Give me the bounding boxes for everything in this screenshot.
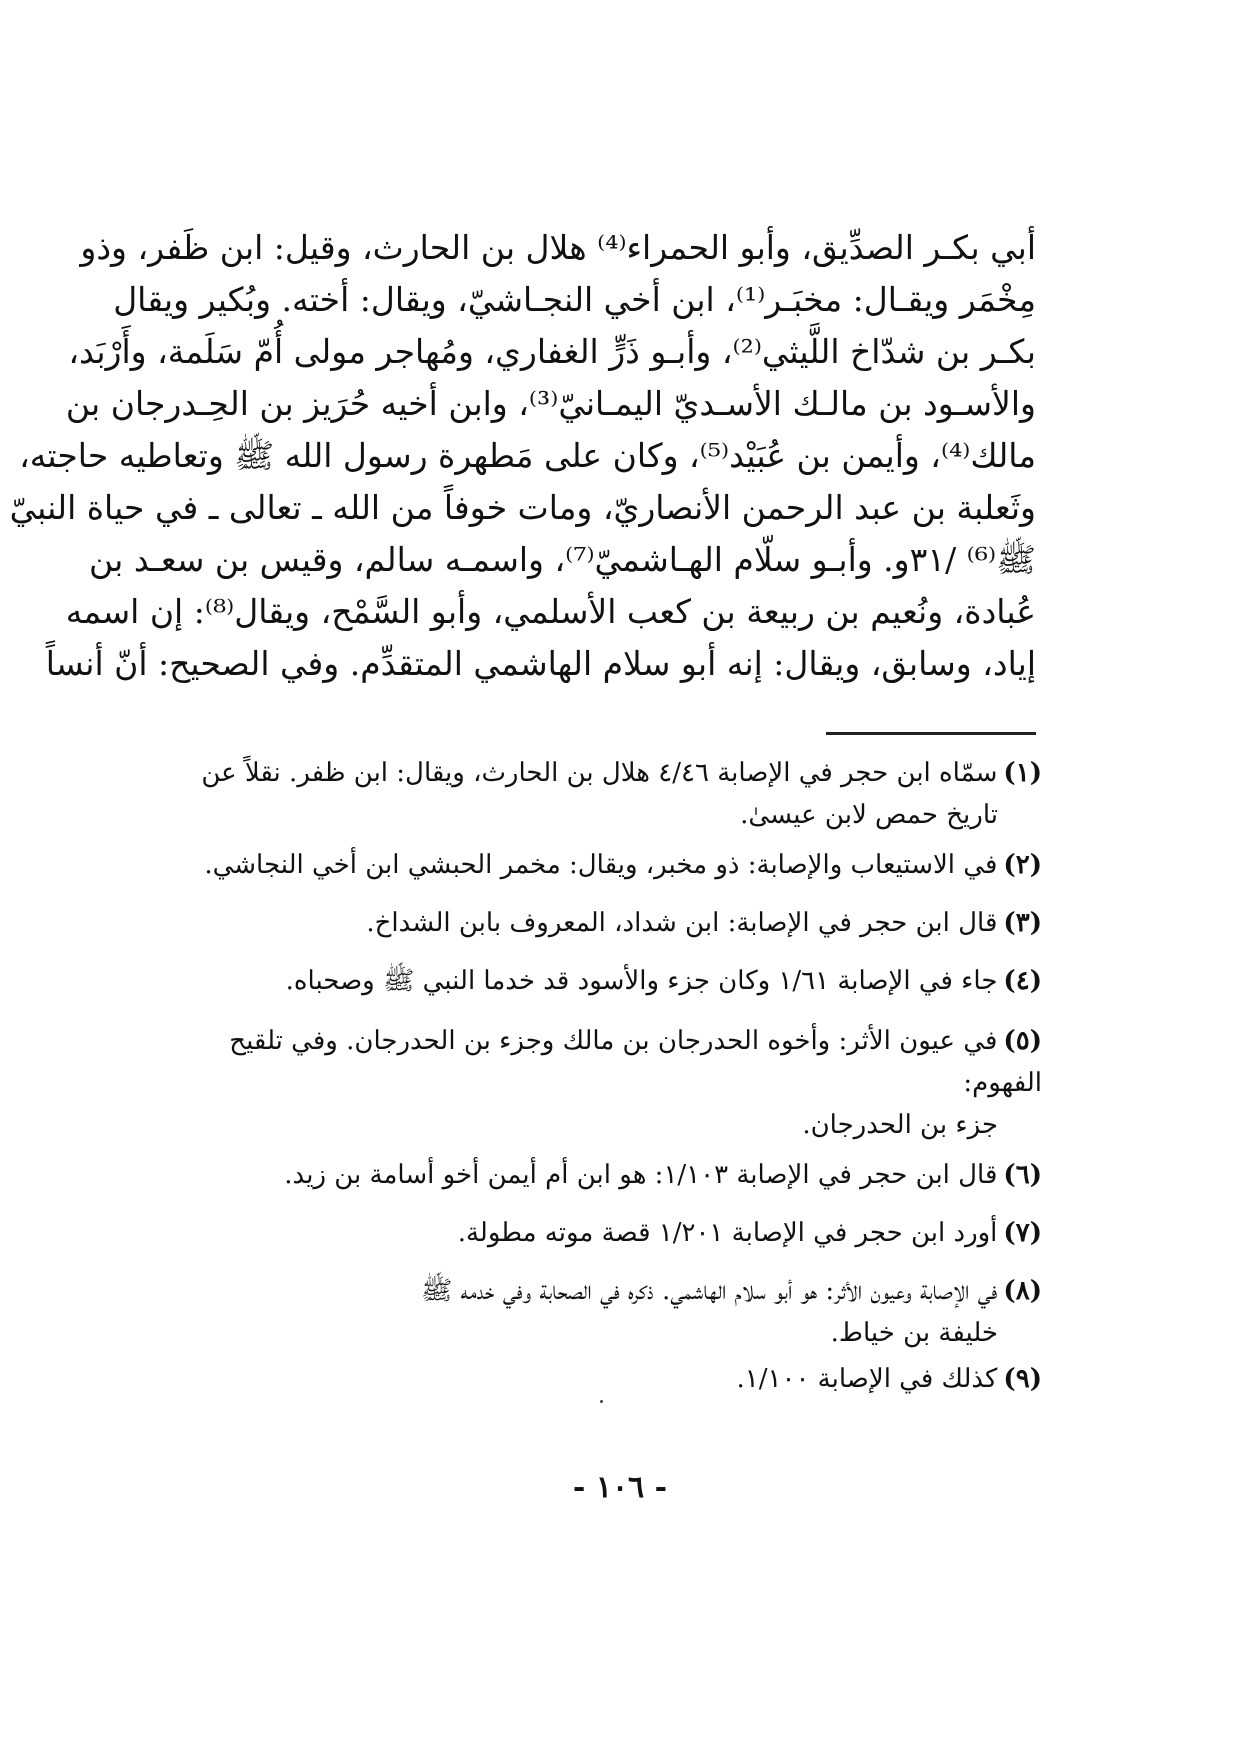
main-text-line: إياد، وسابق، ويقال: إنه أبو سلام الهاشمي المتقدِّم. وفي الصحيح: أنّ أنساً (45, 644, 1036, 683)
footnote-number: (٦) (1003, 1160, 1042, 1190)
footnote-number: (٨) (1003, 1276, 1042, 1306)
footnotes-block (196, 752, 1042, 1400)
footnote-text: أورد ابن حجر في الإصابة ١/٢٠١ قصة موته مطولة. (457, 1218, 998, 1248)
main-text-line: بكـر بن شدّاخ اللَّيثي⁽²⁾، وأبـو ذَرٍّ الغفاري، ومُهاجر مولى أُمّ سَلَمة، وأَرْبَد، (68, 332, 1036, 371)
main-text-line: وثَعلبة بن عبد الرحمن الأنصاريّ، ومات خوفاً من الله ـ تعالى ـ في حياة النبيّ (9, 488, 1036, 527)
footnote (196, 1212, 1042, 1254)
footnote-text: قال ابن حجر في الإصابة: ابن شداد، المعروف بابن الشداخ. (366, 908, 998, 938)
main-text-line: مالك⁽⁴⁾، وأيمن بن عُبَيْد⁽⁵⁾، وكان على مَطهرة رسول الله ﷺ وتعاطيه حاجته، (19, 436, 1036, 475)
footnote (196, 1020, 1042, 1146)
footnote (196, 752, 1042, 836)
footnote-text: في الإصابة وعيون الأثر: هو أبو سلام الهاشمي. ذكره في الصحابة وفي خدمه ﷺ (421, 1276, 998, 1306)
footnote (196, 1154, 1042, 1196)
footnote-number: (٥) (1003, 1026, 1042, 1056)
footnote-text: قال ابن حجر في الإصابة ١/١٠٣: هو ابن أم أيمن أخو أسامة بن زيد. (284, 1160, 998, 1190)
footnote-text: كذلك في الإصابة ١/١٠٠. (736, 1364, 998, 1394)
footnote (196, 960, 1042, 1002)
main-text-line: عُبادة، ونُعيم بن ربيعة بن كعب الأسلمي، وأبو السَّمْح، ويقال⁽⁸⁾: إن اسمه (65, 592, 1036, 631)
footnote-number: (٧) (1003, 1218, 1042, 1248)
scan-speck (600, 1400, 603, 1403)
footnote-text: خليفة بن خياط. (830, 1318, 998, 1348)
footnote-text: في الاستيعاب والإصابة: ذو مخبر، ويقال: مخمر الحبشي ابن أخي النجاشي. (204, 850, 998, 880)
footnote-text: جاء في الإصابة ١/٦١ وكان جزء والأسود قد خدما النبي ﷺ وصحباه. (285, 966, 998, 996)
main-text-line: ﷺ⁽⁶⁾ /٣١و. وأبـو سلّام الهـاشميّ⁽⁷⁾، واسمـه سالم، وقيس بن سعـد بن (89, 540, 1036, 579)
footnote-number: (٩) (1003, 1364, 1042, 1394)
footnote (196, 1270, 1042, 1354)
footnote-number: (١) (1003, 758, 1042, 788)
main-text-line: مِخْمَر ويقـال: مخبَـر⁽¹⁾، ابن أخي النجـاشيّ، ويقال: أخته. وبُكير ويقال (113, 280, 1036, 319)
footnote-separator (826, 732, 1036, 735)
footnote (196, 1358, 1042, 1400)
footnote-number: (٤) (1003, 966, 1042, 996)
footnote-text: تاريخ حمص لابن عيسىٰ. (740, 800, 998, 830)
main-text-block (9, 222, 1036, 690)
main-text-line: أبي بكـر الصدِّيق، وأبو الحمراء⁽⁴⁾ هلال بن الحارث، وقيل: ابن ظَفر، وذو (80, 228, 1036, 267)
footnote-number: (٢) (1003, 850, 1042, 880)
footnote-text: في عيون الأثر: وأخوه الحدرجان بن مالك وجزء بن الحدرجان. وفي تلقيح الفهوم: (229, 1026, 1042, 1098)
footnote (196, 844, 1042, 886)
page-number: - ١٠٦ - (572, 1470, 668, 1505)
footnote-number: (٣) (1003, 908, 1042, 938)
footnote (196, 902, 1042, 944)
footnote-text: سمّاه ابن حجر في الإصابة ٤/٤٦ هلال بن الحارث، ويقال: ابن ظفر. نقلاً عن (201, 758, 998, 788)
main-text-line: والأسـود بن مالـك الأسـديّ اليمـانيّ⁽³⁾، وابن أخيه حُرَيز بن الحِـدرجان بن (65, 384, 1036, 423)
footnote-text: جزء بن الحدرجان. (802, 1110, 998, 1140)
